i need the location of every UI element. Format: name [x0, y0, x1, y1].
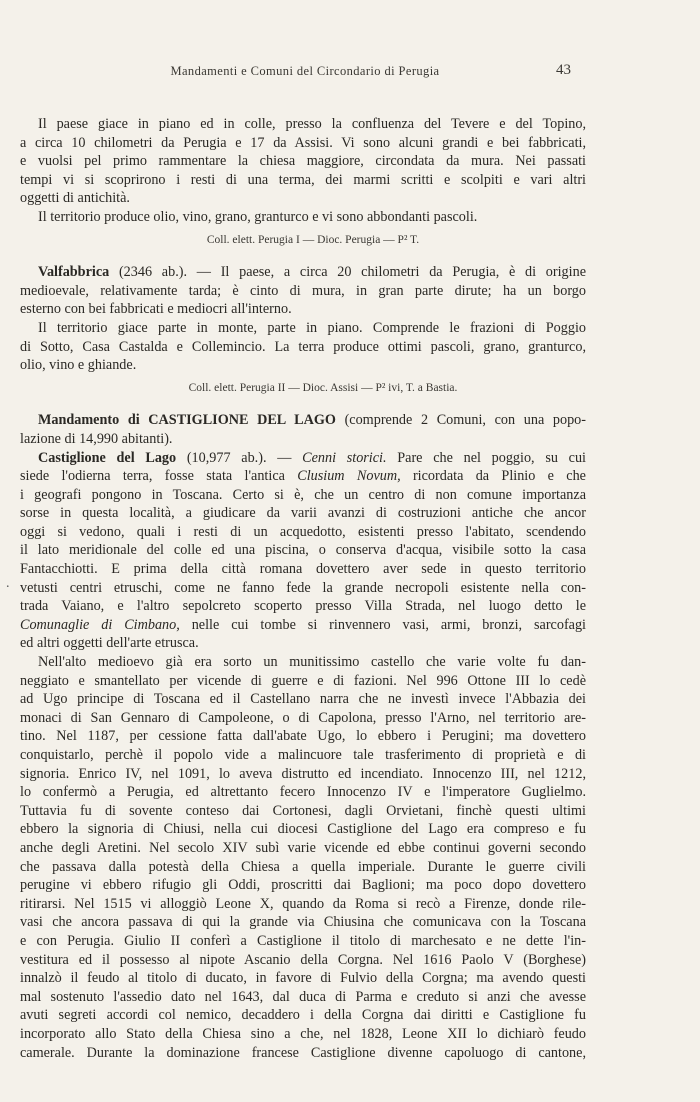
- text-line: conquistarlo, perchè il popolo vide a malincuore tale trasferimento di proprietà e di: [20, 747, 586, 763]
- text-line: vetusti centri etruschi, come ne fanno fede la grande necropoli esistente nella con-: [20, 579, 586, 596]
- text-line: Il territorio produce olio, vino, grano, granturco e vi sono abbondanti pascoli.: [38, 208, 478, 225]
- text-line: camerale. Durante la dominazione francese Castiglione divenne capoluogo di cantone,: [20, 1044, 586, 1061]
- text-line: Castiglione del Lago (10,977 ab.). — Cenni storici. Pare che nel poggio, su cui: [38, 449, 586, 466]
- text-line: incorporato allo Stato della Chiesa sino a che, nel 1828, Leone XII lo dichiarò feudo: [20, 1025, 586, 1042]
- collegio-note: Coll. elett. Perugia I — Dioc. Perugia — P² T.: [206, 233, 420, 246]
- text-line: perugine vi ebbero rifugio gli Oddi, proscritti dai Baglioni; ma poco dopo dovettero: [20, 877, 586, 894]
- text-line: esterno con bei fabbricati e mediocri all'interno.: [20, 301, 292, 318]
- text-line: ad Ugo principe di Toscana ed il Castellano narra che ne investì invece l'Abbazia dei: [20, 691, 586, 708]
- text-line: di Sotto, Casa Castalda e Collemincio. La terra produce ottimi pascoli, grano, granturco,: [20, 338, 586, 355]
- mandamento-title: Mandamento di CASTIGLIONE DEL LAGO: [38, 412, 336, 429]
- text-line: trada Vaiano, e l'altro sepolcreto scoperto presso Villa Strada, nel luogo detto le: [20, 598, 586, 615]
- paragraph-medioevo: [20, 653, 586, 1062]
- page-number: 43: [556, 62, 571, 78]
- entry-valfabbrica: [20, 263, 586, 375]
- text-line: mal sostenuto l'assedio dato nel 1643, dal duca di Parma e creduto si anzi che avesse: [20, 988, 586, 1005]
- text-line: Valfabbrica (2346 ab.). — Il paese, a circa 20 chilometri da Perugia, è di origine: [38, 264, 586, 281]
- text-line: Comunaglie di Cimbano, nelle cui tombe si rinvennero vasi, armi, bronzi, sarcofagi: [20, 616, 587, 633]
- text-line: tino. Nel 1187, per cessione fatta dall'abate Ugo, lo ebbero i Perugini; ma dovettero: [20, 728, 586, 745]
- text-line: Il territorio giace parte in monte, parte in piano. Comprende le frazioni di Poggio: [38, 319, 586, 336]
- text-line: siede l'odierna terra, fosse stata l'antica Clusium Novum, ricordata da Plinio e che: [20, 468, 586, 485]
- margin-mark: .: [6, 576, 10, 591]
- entry-castiglione: [20, 449, 586, 654]
- text-line: olio, vino e ghiande.: [20, 357, 137, 374]
- text-line: oggi si vedono, quali i resti di un acquedotto, esistenti presso l'abitato, scendendo: [20, 523, 586, 540]
- text-line: innalzò il feudo al titolo di ducato, in favore di Fulvio della Corgna; ma avendo questi: [20, 970, 586, 987]
- running-header: Mandamenti e Comuni del Circondario di Perugia: [170, 64, 440, 78]
- text-line: Il paese giace in piano ed in colle, presso la confluenza del Tevere e del Topino,: [38, 116, 586, 132]
- text-line: i geografi pongono in Toscana. Certo si è, che un centro di non comune importanza: [20, 486, 586, 503]
- paragraph-paese: [20, 115, 586, 227]
- text-line: lo confermò a Perugia, ed altrettanto fecero Innocenzo IV e l'imperatore Guglielmo.: [20, 784, 586, 801]
- text-line: lazione di 14,990 abitanti).: [20, 430, 173, 447]
- page-body: [20, 115, 586, 1062]
- text-line: tempi vi si scoprirono i resti di una terma, dei marmi scritti e scolpiti e vari altri: [20, 171, 586, 188]
- text-line: medioevale, relativamente tarda; è cinto di mura, in gran parte dirute; ha un borgo: [20, 282, 586, 299]
- text-line: e vuolsi pel primo rammentare la chiesa maggiore, circondata da mura. Nei passati: [20, 153, 586, 170]
- text-line: Tuttavia fu di sovente conteso dai Cortonesi, dagli Orvietani, finchè questi ultimi: [20, 802, 586, 819]
- text-line: che passava dalla potestà della Chiesa a quella imperiale. Durante le guerre civili: [20, 858, 586, 875]
- text-line: ritirarsi. Nel 1515 vi alloggiò Leone X, quando da Roma si recò a Firenze, donde rile-: [20, 895, 586, 912]
- collegio-note: Coll. elett. Perugia II — Dioc. Assisi — P² ivi, T. a Bastia.: [188, 381, 458, 394]
- text-line: signoria. Enrico IV, nel 1091, lo aveva distrutto ed incendiato. Innocenzo III, nel 1212,: [20, 765, 586, 782]
- text-line: neggiato e smantellato per vicende di guerre e di fazioni. Nel 996 Ottone III lo cedè: [20, 672, 586, 689]
- mandamento-heading: [20, 411, 586, 448]
- text-line: monaci di San Gennaro di Campoleone, o di Capolona, presso l'Arno, nel territorio are-: [20, 709, 586, 726]
- text-line: oggetti di antichità.: [20, 190, 130, 207]
- entry-title: Valfabbrica: [38, 264, 110, 281]
- text-line: sorse in questa località, a giudicare da varii avanzi di costruzioni antiche che ancor: [20, 505, 586, 522]
- text-line: ed altri oggetti dell'arte etrusca.: [20, 635, 199, 652]
- text-line: vestitura ed il possesso al nipote Ascanio della Corgna. Nel 1616 Paolo V (Borghese): [20, 951, 586, 968]
- text-line: vasi che ancora passava di qui la grande via Chiusina che comunicava con la Toscana: [20, 914, 586, 931]
- text-line: ebbero la signoria di Chiusi, nella cui diocesi Castiglione del Lago era compreso e fu: [20, 821, 586, 838]
- text-line: il lato meridionale del colle ed una piscina, o conserva d'acqua, visibile sotto la casa: [20, 542, 586, 559]
- text-line: avuti segreti accordi col nemico, decaddero i della Corgna dai diritti e Castiglione fu: [20, 1007, 586, 1024]
- text-line: a circa 10 chilometri da Perugia e 17 da Assisi. Vi sono alcuni grandi e bei fabbricati,: [20, 134, 586, 151]
- text-line: e con Perugia. Giulio II conferì a Castiglione il titolo di marchesato e ne dette l'in-: [20, 932, 586, 949]
- text-line: Fantacchiotti. E prima della città romana dovettero aver sede in questo territorio: [20, 561, 586, 578]
- entry-title: Castiglione del Lago: [38, 449, 177, 466]
- text-line: Mandamento di CASTIGLIONE DEL LAGO (comprende 2 Comuni, con una popo-: [38, 412, 586, 429]
- text-line: Nell'alto medioevo già era sorto un munitissimo castello che varie volte fu dan-: [38, 654, 586, 671]
- text-line: anche degli Aretini. Nel secolo XIV subì varie vicende ed ebbe continui governi secondo: [20, 839, 586, 856]
